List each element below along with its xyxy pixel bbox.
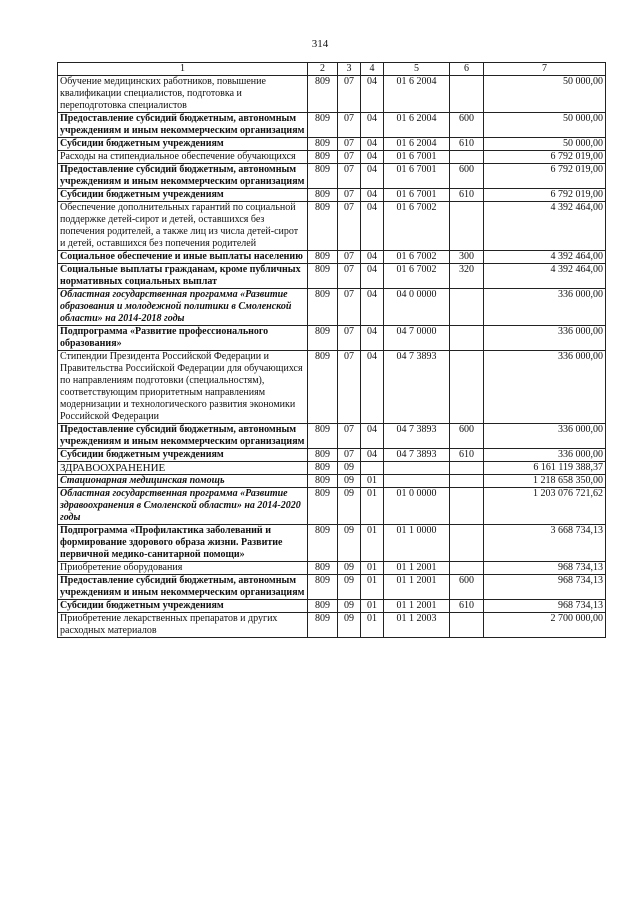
code-section-cell: 09: [338, 475, 361, 488]
amount-cell: 4 392 464,00: [484, 251, 606, 264]
code-section-cell: 07: [338, 189, 361, 202]
page-number: 314: [311, 38, 329, 50]
code-admin-cell: 809: [308, 351, 338, 424]
table-body: [58, 76, 606, 638]
code-subsection-cell: 04: [361, 113, 384, 138]
code-target-cell: 01 6 2004: [384, 138, 450, 151]
code-admin-cell: 809: [308, 449, 338, 462]
code-admin-cell: 809: [308, 475, 338, 488]
row-name-cell: Подпрограмма «Развитие профессионального образования»: [58, 326, 308, 351]
code-section-cell: 09: [338, 613, 361, 638]
code-section-cell: 09: [338, 575, 361, 600]
code-admin-cell: 809: [308, 525, 338, 562]
code-expense-type-cell: [450, 525, 484, 562]
code-section-cell: 07: [338, 351, 361, 424]
code-target-cell: 04 7 0000: [384, 326, 450, 351]
code-admin-cell: 809: [308, 76, 338, 113]
row-name-cell: Социальное обеспечение и иные выплаты населению: [58, 251, 308, 264]
table-row: [58, 289, 606, 326]
amount-cell: 968 734,13: [484, 575, 606, 600]
table-row: [58, 138, 606, 151]
amount-cell: 6 161 119 388,37: [484, 462, 606, 475]
row-name-cell: Предоставление субсидий бюджетным, автономным учреждениям и иным некоммерческим организациям: [58, 113, 308, 138]
amount-cell: 50 000,00: [484, 138, 606, 151]
amount-cell: 50 000,00: [484, 76, 606, 113]
code-subsection-cell: 04: [361, 138, 384, 151]
table-row: [58, 613, 606, 638]
code-expense-type-cell: [450, 562, 484, 575]
code-section-cell: 07: [338, 264, 361, 289]
code-section-cell: 09: [338, 525, 361, 562]
code-target-cell: 04 7 3893: [384, 424, 450, 449]
code-section-cell: 09: [338, 600, 361, 613]
code-subsection-cell: 04: [361, 164, 384, 189]
code-subsection-cell: 04: [361, 264, 384, 289]
table-row: [58, 351, 606, 424]
code-subsection-cell: 04: [361, 251, 384, 264]
table-row: [58, 326, 606, 351]
code-expense-type-cell: [450, 462, 484, 475]
amount-cell: 50 000,00: [484, 113, 606, 138]
code-section-cell: 07: [338, 251, 361, 264]
code-admin-cell: 809: [308, 575, 338, 600]
code-admin-cell: 809: [308, 138, 338, 151]
code-target-cell: 01 6 7002: [384, 251, 450, 264]
table-row: [58, 76, 606, 113]
code-admin-cell: 809: [308, 289, 338, 326]
code-expense-type-cell: [450, 76, 484, 113]
code-target-cell: 04 0 0000: [384, 289, 450, 326]
code-admin-cell: 809: [308, 251, 338, 264]
column-header: 7: [484, 63, 606, 76]
code-expense-type-cell: [450, 613, 484, 638]
row-name-cell: Предоставление субсидий бюджетным, автономным учреждениям и иным некоммерческим организациям: [58, 424, 308, 449]
code-subsection-cell: 04: [361, 151, 384, 164]
code-subsection-cell: 01: [361, 575, 384, 600]
column-header: 3: [338, 63, 361, 76]
row-name-cell: Подпрограмма «Профилактика заболеваний и формирование здорового образа жизни. Развитие первичной медико-санитарной помощи»: [58, 525, 308, 562]
code-section-cell: 07: [338, 289, 361, 326]
table-row: [58, 251, 606, 264]
code-section-cell: 07: [338, 138, 361, 151]
code-admin-cell: 809: [308, 613, 338, 638]
row-name-cell: Субсидии бюджетным учреждениям: [58, 189, 308, 202]
code-section-cell: 09: [338, 462, 361, 475]
code-subsection-cell: 01: [361, 562, 384, 575]
table-row: [58, 575, 606, 600]
row-name-cell: Областная государственная программа «Развитие образования и молодежной политики в Смоленской области» на 2014-2018 годы: [58, 289, 308, 326]
code-subsection-cell: 01: [361, 613, 384, 638]
code-admin-cell: 809: [308, 164, 338, 189]
table-row: [58, 525, 606, 562]
code-target-cell: 01 1 2001: [384, 562, 450, 575]
code-target-cell: [384, 462, 450, 475]
column-header: 6: [450, 63, 484, 76]
amount-cell: 336 000,00: [484, 424, 606, 449]
column-header: 2: [308, 63, 338, 76]
table-row: [58, 449, 606, 462]
code-expense-type-cell: [450, 289, 484, 326]
row-name-cell: Социальные выплаты гражданам, кроме публичных нормативных социальных выплат: [58, 264, 308, 289]
table-row: [58, 264, 606, 289]
row-name-cell: Стационарная медицинская помощь: [58, 475, 308, 488]
code-target-cell: 01 6 7001: [384, 164, 450, 189]
code-admin-cell: 809: [308, 151, 338, 164]
amount-cell: 336 000,00: [484, 326, 606, 351]
row-name-cell: Предоставление субсидий бюджетным, автономным учреждениям и иным некоммерческим организациям: [58, 575, 308, 600]
code-section-cell: 07: [338, 326, 361, 351]
code-admin-cell: 809: [308, 488, 338, 525]
code-subsection-cell: [361, 462, 384, 475]
code-expense-type-cell: [450, 488, 484, 525]
code-target-cell: [384, 475, 450, 488]
row-name-cell: Обучение медицинских работников, повышение квалификации специалистов, подготовка и переподготовка специалистов: [58, 76, 308, 113]
amount-cell: 336 000,00: [484, 449, 606, 462]
row-name-cell: Субсидии бюджетным учреждениям: [58, 600, 308, 613]
code-expense-type-cell: [450, 326, 484, 351]
code-section-cell: 07: [338, 164, 361, 189]
amount-cell: 1 203 076 721,62: [484, 488, 606, 525]
amount-cell: 6 792 019,00: [484, 189, 606, 202]
code-expense-type-cell: 610: [450, 449, 484, 462]
row-name-cell: Приобретение лекарственных препаратов и других расходных материалов: [58, 613, 308, 638]
table-row: [58, 202, 606, 251]
amount-cell: 968 734,13: [484, 600, 606, 613]
table-row: [58, 113, 606, 138]
code-expense-type-cell: 600: [450, 164, 484, 189]
amount-cell: 336 000,00: [484, 289, 606, 326]
code-subsection-cell: 04: [361, 202, 384, 251]
code-target-cell: 01 1 0000: [384, 525, 450, 562]
amount-cell: 336 000,00: [484, 351, 606, 424]
amount-cell: 3 668 734,13: [484, 525, 606, 562]
code-expense-type-cell: 300: [450, 251, 484, 264]
code-admin-cell: 809: [308, 189, 338, 202]
code-subsection-cell: 04: [361, 351, 384, 424]
code-subsection-cell: 01: [361, 525, 384, 562]
table-row: [58, 562, 606, 575]
table-row: [58, 164, 606, 189]
code-section-cell: 07: [338, 151, 361, 164]
code-subsection-cell: 01: [361, 488, 384, 525]
code-expense-type-cell: 610: [450, 600, 484, 613]
column-header: 5: [384, 63, 450, 76]
code-admin-cell: 809: [308, 264, 338, 289]
code-subsection-cell: 04: [361, 326, 384, 351]
amount-cell: 6 792 019,00: [484, 164, 606, 189]
table-header-row: [58, 63, 606, 76]
code-admin-cell: 809: [308, 600, 338, 613]
code-expense-type-cell: 610: [450, 138, 484, 151]
code-subsection-cell: 01: [361, 600, 384, 613]
code-target-cell: 01 6 2004: [384, 113, 450, 138]
code-target-cell: 01 1 2001: [384, 575, 450, 600]
code-target-cell: 01 6 7001: [384, 189, 450, 202]
row-name-cell: Стипендии Президента Российской Федерации и Правительства Российской Федерации для обучающихся по направлениям подготовки (специальностям), соответствующим приоритетным направлениям модернизации и технологического развития экономики Российской Федерации: [58, 351, 308, 424]
code-admin-cell: 809: [308, 202, 338, 251]
row-name-cell: ЗДРАВООХРАНЕНИЕ: [58, 462, 308, 475]
code-target-cell: 01 0 0000: [384, 488, 450, 525]
column-header: 4: [361, 63, 384, 76]
code-section-cell: 07: [338, 202, 361, 251]
amount-cell: 6 792 019,00: [484, 151, 606, 164]
code-subsection-cell: 04: [361, 76, 384, 113]
code-expense-type-cell: 600: [450, 424, 484, 449]
amount-cell: 2 700 000,00: [484, 613, 606, 638]
code-expense-type-cell: 320: [450, 264, 484, 289]
row-name-cell: Субсидии бюджетным учреждениям: [58, 138, 308, 151]
code-section-cell: 09: [338, 488, 361, 525]
code-expense-type-cell: [450, 151, 484, 164]
code-expense-type-cell: 610: [450, 189, 484, 202]
row-name-cell: Обеспечение дополнительных гарантий по социальной поддержке детей-сирот и детей, оставшихся без попечения родителей, а также лиц из числа детей-сирот и детей, оставшихся без попечения родителей: [58, 202, 308, 251]
table-row: [58, 151, 606, 164]
code-target-cell: 01 6 2004: [384, 76, 450, 113]
code-section-cell: 07: [338, 424, 361, 449]
code-admin-cell: 809: [308, 326, 338, 351]
code-subsection-cell: 04: [361, 424, 384, 449]
code-target-cell: 01 6 7002: [384, 202, 450, 251]
code-section-cell: 09: [338, 562, 361, 575]
row-name-cell: Субсидии бюджетным учреждениям: [58, 449, 308, 462]
code-target-cell: 01 6 7001: [384, 151, 450, 164]
code-expense-type-cell: 600: [450, 575, 484, 600]
column-header: 1: [58, 63, 308, 76]
code-admin-cell: 809: [308, 113, 338, 138]
code-admin-cell: 809: [308, 462, 338, 475]
code-subsection-cell: 04: [361, 289, 384, 326]
code-section-cell: 07: [338, 113, 361, 138]
row-name-cell: Областная государственная программа «Развитие здравоохранения в Смоленской области» на 2014-2020 годы: [58, 488, 308, 525]
code-admin-cell: 809: [308, 562, 338, 575]
amount-cell: 968 734,13: [484, 562, 606, 575]
code-target-cell: 04 7 3893: [384, 449, 450, 462]
code-admin-cell: 809: [308, 424, 338, 449]
amount-cell: 4 392 464,00: [484, 264, 606, 289]
code-target-cell: 01 1 2001: [384, 600, 450, 613]
code-expense-type-cell: [450, 202, 484, 251]
code-target-cell: 01 1 2003: [384, 613, 450, 638]
code-section-cell: 07: [338, 449, 361, 462]
code-subsection-cell: 04: [361, 189, 384, 202]
code-target-cell: 04 7 3893: [384, 351, 450, 424]
code-section-cell: 07: [338, 76, 361, 113]
row-name-cell: Расходы на стипендиальное обеспечение обучающихся: [58, 151, 308, 164]
row-name-cell: Приобретение оборудования: [58, 562, 308, 575]
table-row: [58, 475, 606, 488]
table-row: [58, 462, 606, 475]
amount-cell: 4 392 464,00: [484, 202, 606, 251]
budget-table: [57, 62, 606, 638]
table-row: [58, 424, 606, 449]
row-name-cell: Предоставление субсидий бюджетным, автономным учреждениям и иным некоммерческим организациям: [58, 164, 308, 189]
table-row: [58, 600, 606, 613]
code-subsection-cell: 01: [361, 475, 384, 488]
code-expense-type-cell: [450, 351, 484, 424]
table-row: [58, 189, 606, 202]
code-expense-type-cell: [450, 475, 484, 488]
code-subsection-cell: 04: [361, 449, 384, 462]
code-target-cell: 01 6 7002: [384, 264, 450, 289]
code-expense-type-cell: 600: [450, 113, 484, 138]
table-row: [58, 488, 606, 525]
amount-cell: 1 218 658 350,00: [484, 475, 606, 488]
